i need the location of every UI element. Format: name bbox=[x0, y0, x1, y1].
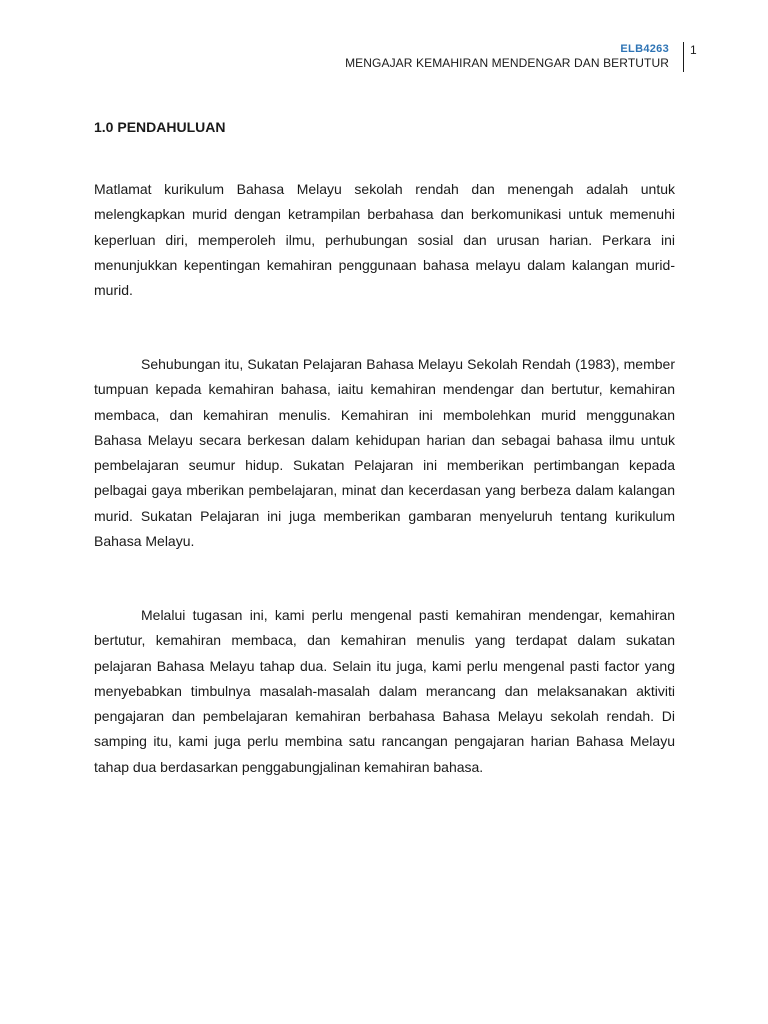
paragraph-intro: Matlamat kurikulum Bahasa Melayu sekolah rendah dan menengah adalah untuk melengkapkan murid dengan ketrampilan berbahasa dan berkomunikasi untuk memenuhi keperluan diri, memperoleh ilmu, perhubungan sosial dan urusan harian. Perkara ini menunjukkan kepentingan kemahiran penggunaan bahasa melayu dalam kalangan murid-murid. bbox=[94, 181, 675, 299]
header-divider bbox=[683, 42, 684, 72]
paragraph-task: Melalui tugasan ini, kami perlu mengenal pasti kemahiran mendengar, kemahiran bertutur, kemahiran membaca, dan kemahiran menulis yang terdapat dalam sukatan pelajaran Bahasa Melayu tahap dua. Selain itu juga, kami perlu mengenal pasti factor yang menyebabkan timbulnya masalah-masalah dalam merancang dan melaksanakan aktiviti pengajaran dan pembelajaran kemahiran berbahasa Bahasa Melayu sekolah rendah. Di samping itu, kami juga perlu membina satu rancangan pengajaran harian Bahasa Melayu tahap dua berdasarkan penggabungjalinan kemahiran bahasa. bbox=[94, 607, 675, 775]
page-header bbox=[345, 42, 675, 70]
paragraph-syllabus: Sehubungan itu, Sukatan Pelajaran Bahasa Melayu Sekolah Rendah (1983), member tumpuan kepada kemahiran bahasa, iaitu kemahiran mendengar dan bertutur, kemahiran membaca, dan kemahiran menulis. Kemahiran ini membolehkan murid menggunakan Bahasa Melayu secara berkesan dalam kehidupan harian dan sebagai bahasa ilmu untuk pembelajaran seumur hidup. Sukatan Pelajaran ini memberikan pertimbangan kepada pelbagai gaya mberikan pembelajaran, minat dan kecerdasan yang berbeza dalam kalangan murid. Sukatan Pelajaran ini juga memberikan gambaran menyeluruh tentang kurikulum Bahasa Melayu. bbox=[94, 356, 675, 550]
section-heading: 1.0 PENDAHULUAN bbox=[94, 119, 226, 135]
course-code: ELB4263 bbox=[620, 43, 669, 55]
course-title: MENGAJAR KEMAHIRAN MENDENGAR DAN BERTUTUR bbox=[345, 56, 669, 70]
page-number: 1 bbox=[690, 43, 697, 57]
